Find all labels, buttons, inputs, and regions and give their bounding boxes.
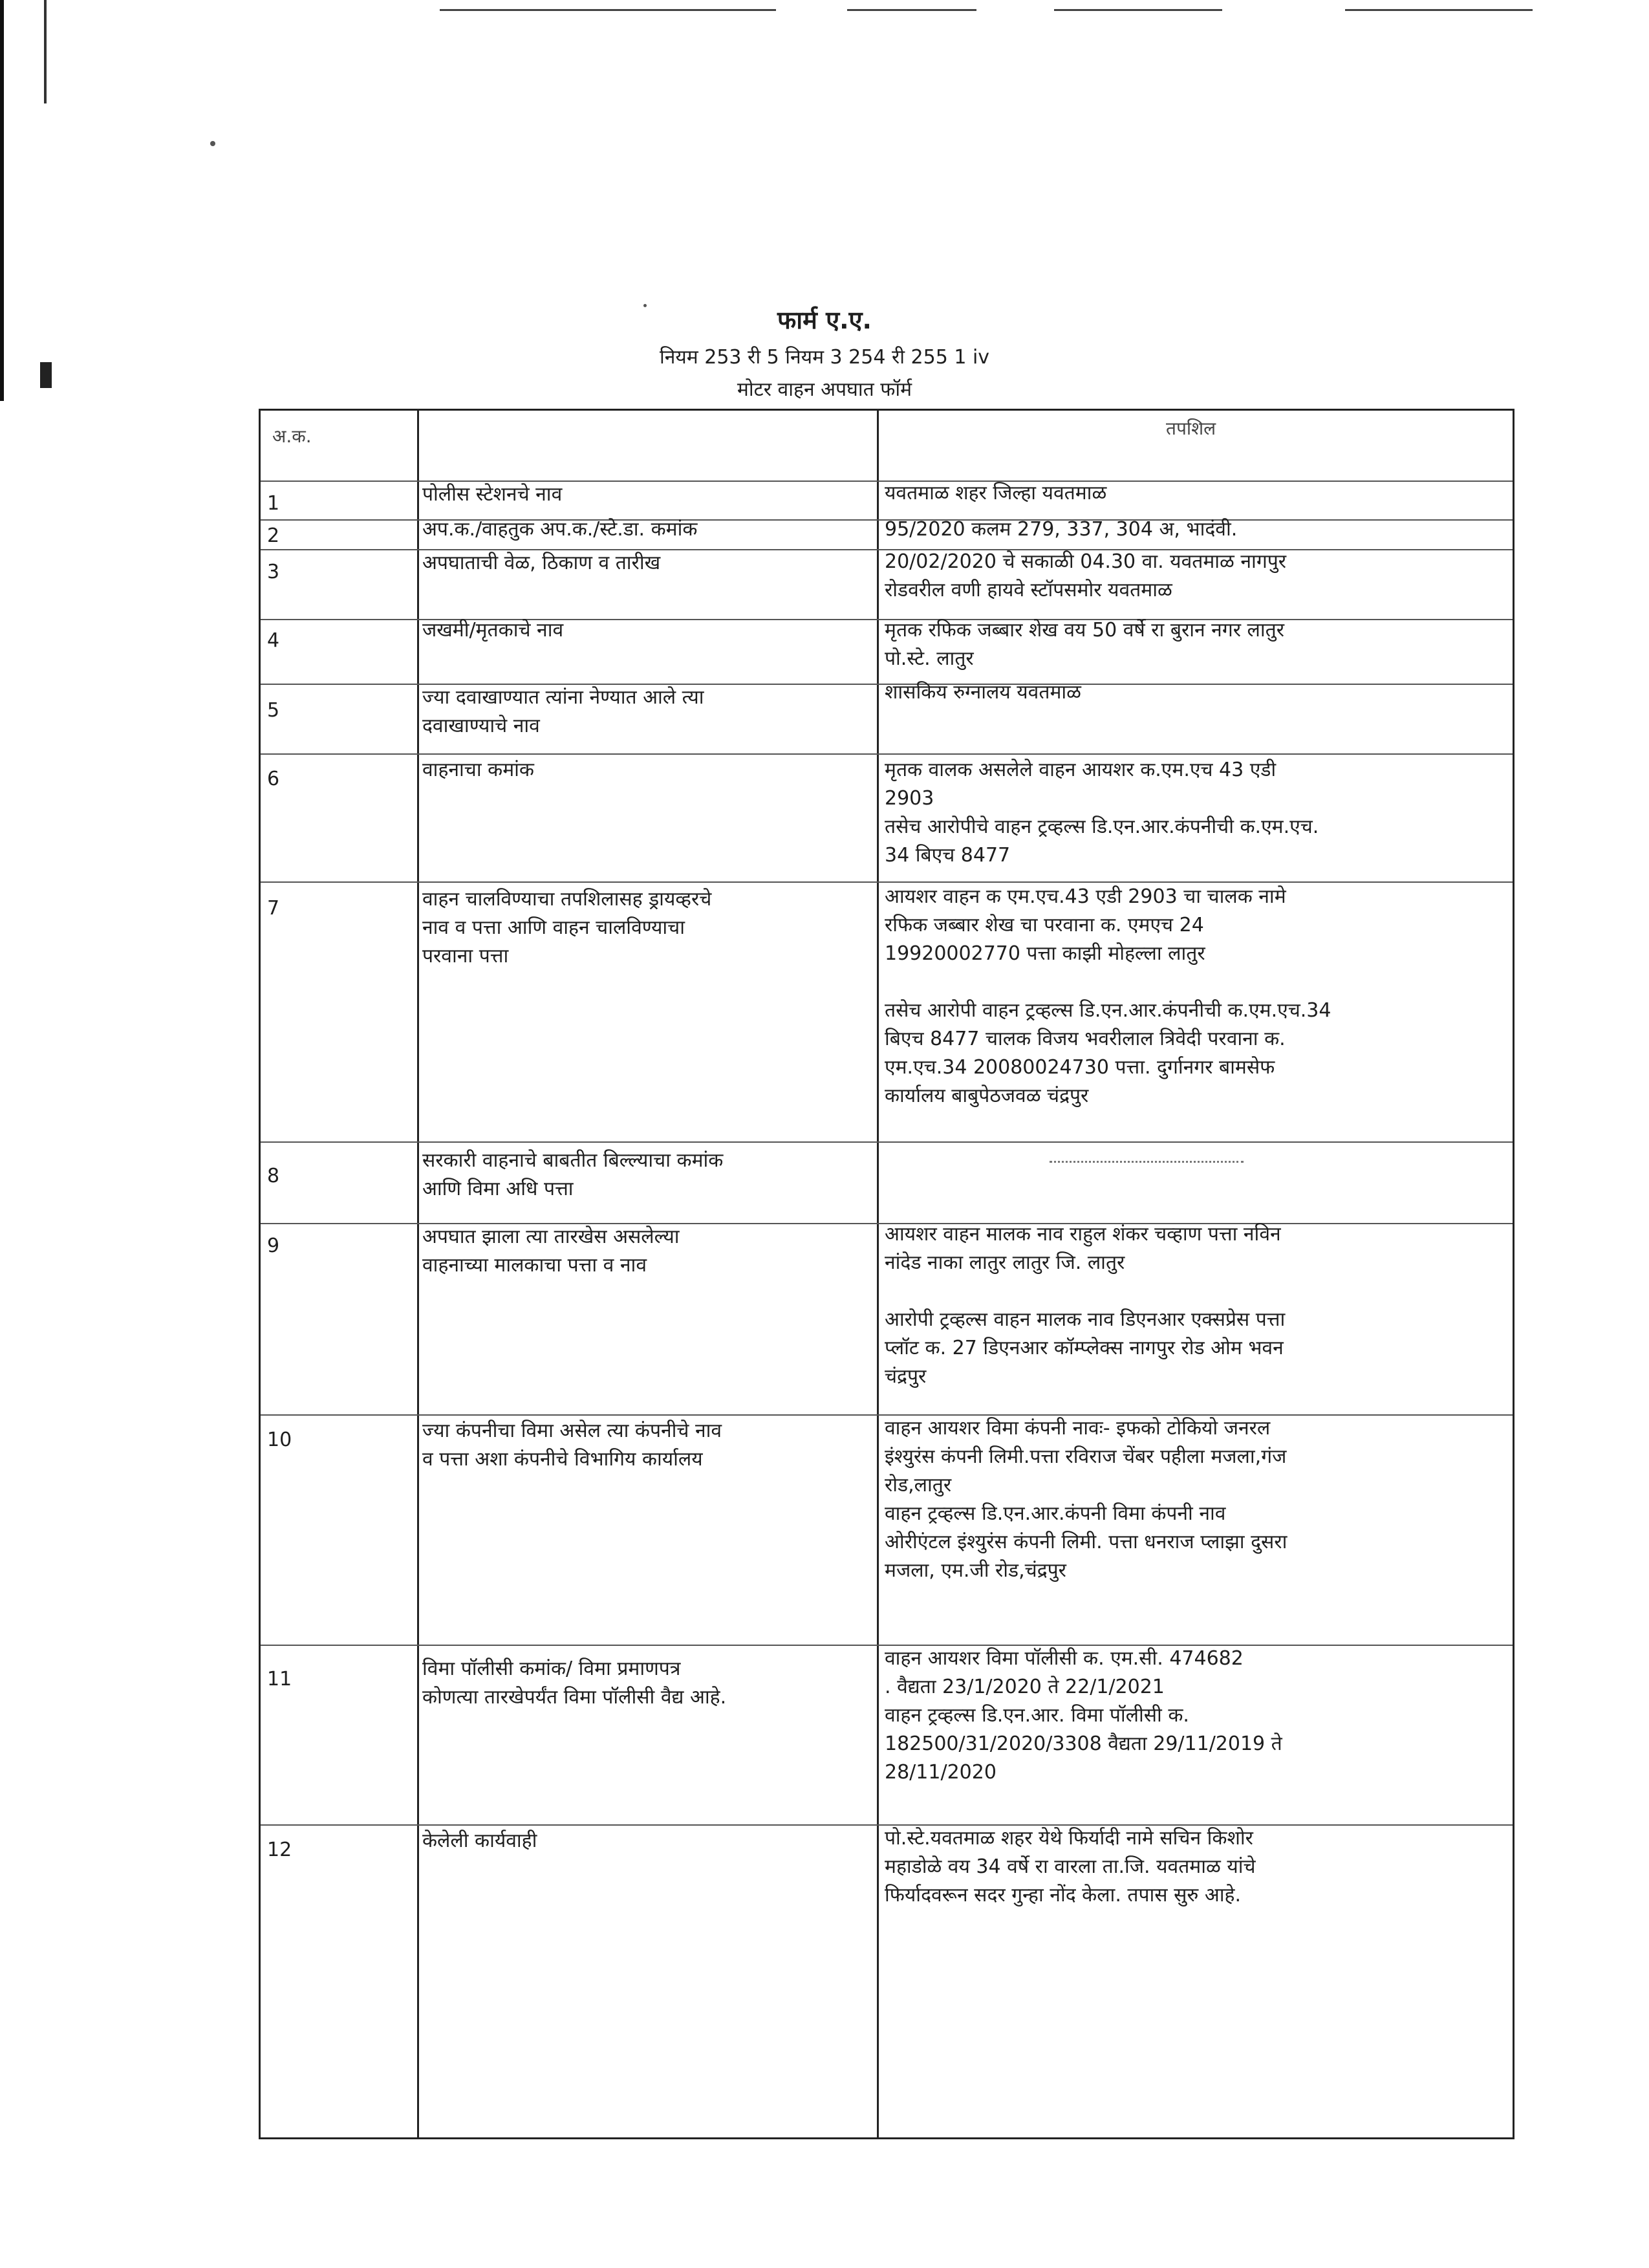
row-detail: आयशर वाहन मालक नाव राहुल शंकर चव्हाण पत्ता नविन नांदेड नाका लातुर लातुर जि. लातुर आरोपी ट्रव्हल्स वाहन मालक नाव डिएनआर एक्सप्रेस पत्ता प्लॉट क. 27 डिएनआर कॉम्प्लेक्स नागपुर रोड ओम भवन चंद्रपुर: [885, 1223, 1286, 1388]
row-label: विमा पॉलीसी कमांक/ विमा प्रमाणपत्र कोणत्या तारखेपर्यंत विमा पॉलीसी वैद्य आहे.: [422, 1658, 727, 1709]
row-number: 8: [267, 1165, 280, 1187]
column-divider: [417, 411, 419, 2137]
header-serial: अ.क.: [272, 426, 312, 447]
row-number: 11: [267, 1668, 292, 1690]
row-number: 3: [267, 561, 280, 583]
row-label: वाहनाचा कमांक: [422, 759, 534, 781]
row-divider: [261, 753, 1513, 755]
row-detail: 20/02/2020 चे सकाळी 04.30 वा. यवतमाळ नागपुर रोडवरील वणी हायवे स्टॉपसमोर यवतमाळ: [885, 550, 1287, 601]
row-number: 2: [267, 524, 280, 547]
row-detail: मृतक वालक असलेले वाहन आयशर क.एम.एच 43 एडी 2903 तसेच आरोपीचे वाहन ट्रव्हल्स डि.एन.आर.कंपनीची क.एम.एच. 34 बिएच 8477: [885, 759, 1319, 867]
row-detail: मृतक रफिक जब्बार शेख वय 50 वर्षे रा बुरान नगर लातुर पो.स्टे. लातुर: [885, 619, 1285, 670]
blank-dotted-line: [1050, 1161, 1244, 1163]
row-label: ज्या कंपनीचा विमा असेल त्या कंपनीचे नाव व पत्ता अशा कंपनीचे विभागिय कार्यालय: [422, 1420, 722, 1471]
row-label: केलेली कार्यवाही: [422, 1830, 537, 1852]
row-detail: आयशर वाहन क एम.एच.43 एडी 2903 चा चालक नामे रफिक जब्बार शेख चा परवाना क. एमएच 24 19920002770 पत्ता काझी मोहल्ला लातुर तसेच आरोपी वाहन ट्रव्हल्स डि.एन.आर.कंपनीची क.एम.एच.34 बिएच 8477 चालक विजय भवरीलाल त्रिवेदी परवाना क. एम.एच.34 20080024730 पत्ता. दुर्गानगर बामसेफ कार्यालय बाबुपेठजवळ चंद्रपुर: [885, 885, 1331, 1107]
scan-line: [847, 9, 976, 11]
column-divider: [877, 411, 879, 2137]
row-divider: [261, 1141, 1513, 1143]
row-label: सरकारी वाहनाचे बाबतीत बिल्ल्याचा कमांक आणि विमा अधि पत्ता: [422, 1149, 724, 1200]
row-label: अपघाताची वेळ, ठिकाण व तारीख: [422, 552, 661, 574]
scan-speck: [210, 141, 215, 146]
row-detail: वाहन आयशर विमा कंपनी नावः- इफको टोकियो जनरल इंश्युरंस कंपनी लिमी.पत्ता रविराज चेंबर पहीला मजला,गंज रोड,लातुर वाहन ट्रव्हल्स डि.एन.आर.कंपनी विमा कंपनी नाव ओरीएंटल इंश्युरंस कंपनी लिमी. पत्ता धनराज प्लाझा दुसरा मजला, एम.जी रोड,चंद्रपुर: [885, 1417, 1288, 1582]
row-label: अपघात झाला त्या तारखेस असलेल्या वाहनाच्या मालकाचा पत्ता व नाव: [422, 1226, 680, 1277]
scan-edge: [44, 0, 47, 103]
row-number: 12: [267, 1839, 292, 1861]
row-label: वाहन चालविण्याचा तपशिलासह ड्रायव्हरचे नाव व पत्ता आणि वाहन चालविण्याचा परवाना पत्ता: [422, 888, 712, 967]
row-number: 1: [267, 492, 280, 515]
row-label: अप.क./वाहतुक अप.क./स्टे.डा. कमांक: [422, 518, 698, 541]
scan-line: [1054, 9, 1222, 11]
form-title: फार्म ए.ए.: [777, 306, 872, 334]
row-detail: वाहन आयशर विमा पॉलीसी क. एम.सी. 474682 . वैद्यता 23/1/2020 ते 22/1/2021 वाहन ट्रव्हल्स डि.एन.आर. विमा पॉलीसी क. 182500/31/2020/3308 वैद्यता 29/11/2019 ते 28/11/2020: [885, 1647, 1282, 1784]
scan-line: [1345, 9, 1533, 11]
accident-details-table: [259, 409, 1514, 2139]
form-subtitle: नियम 253 री 5 नियम 3 254 री 255 1 iv: [659, 346, 990, 369]
row-detail: यवतमाळ शहर जिल्हा यवतमाळ: [885, 482, 1107, 504]
form-caption: मोटर वाहन अपघात फॉर्म: [737, 378, 912, 401]
row-label: जखमी/मृतकाचे नाव: [422, 619, 564, 642]
scan-line: [440, 9, 776, 11]
row-number: 9: [267, 1235, 280, 1257]
row-number: 6: [267, 768, 280, 790]
row-detail: शासकिय रुग्नालय यवतमाळ: [885, 681, 1081, 704]
row-label: पोलीस स्टेशनचे नाव: [422, 483, 563, 506]
header-details: तपशिल: [1166, 418, 1216, 439]
row-number: 10: [267, 1429, 292, 1451]
row-label: ज्या दवाखाण्यात त्यांना नेण्यात आले त्या दवाखाण्याचे नाव: [422, 686, 704, 737]
row-number: 4: [267, 629, 280, 652]
row-number: 5: [267, 699, 280, 722]
row-detail: 95/2020 कलम 279, 337, 304 अ, भादंवी.: [885, 518, 1238, 541]
scan-edge: [0, 0, 4, 401]
row-detail: पो.स्टे.यवतमाळ शहर येथे फिर्यादी नामे सचिन किशोर महाडोळे वय 34 वर्षे रा वारला ता.जि. यवतमाळ यांचे फिर्यादवरून सदर गुन्हा नोंद केला. तपास सुरु आहे.: [885, 1827, 1256, 1906]
row-number: 7: [267, 897, 280, 920]
